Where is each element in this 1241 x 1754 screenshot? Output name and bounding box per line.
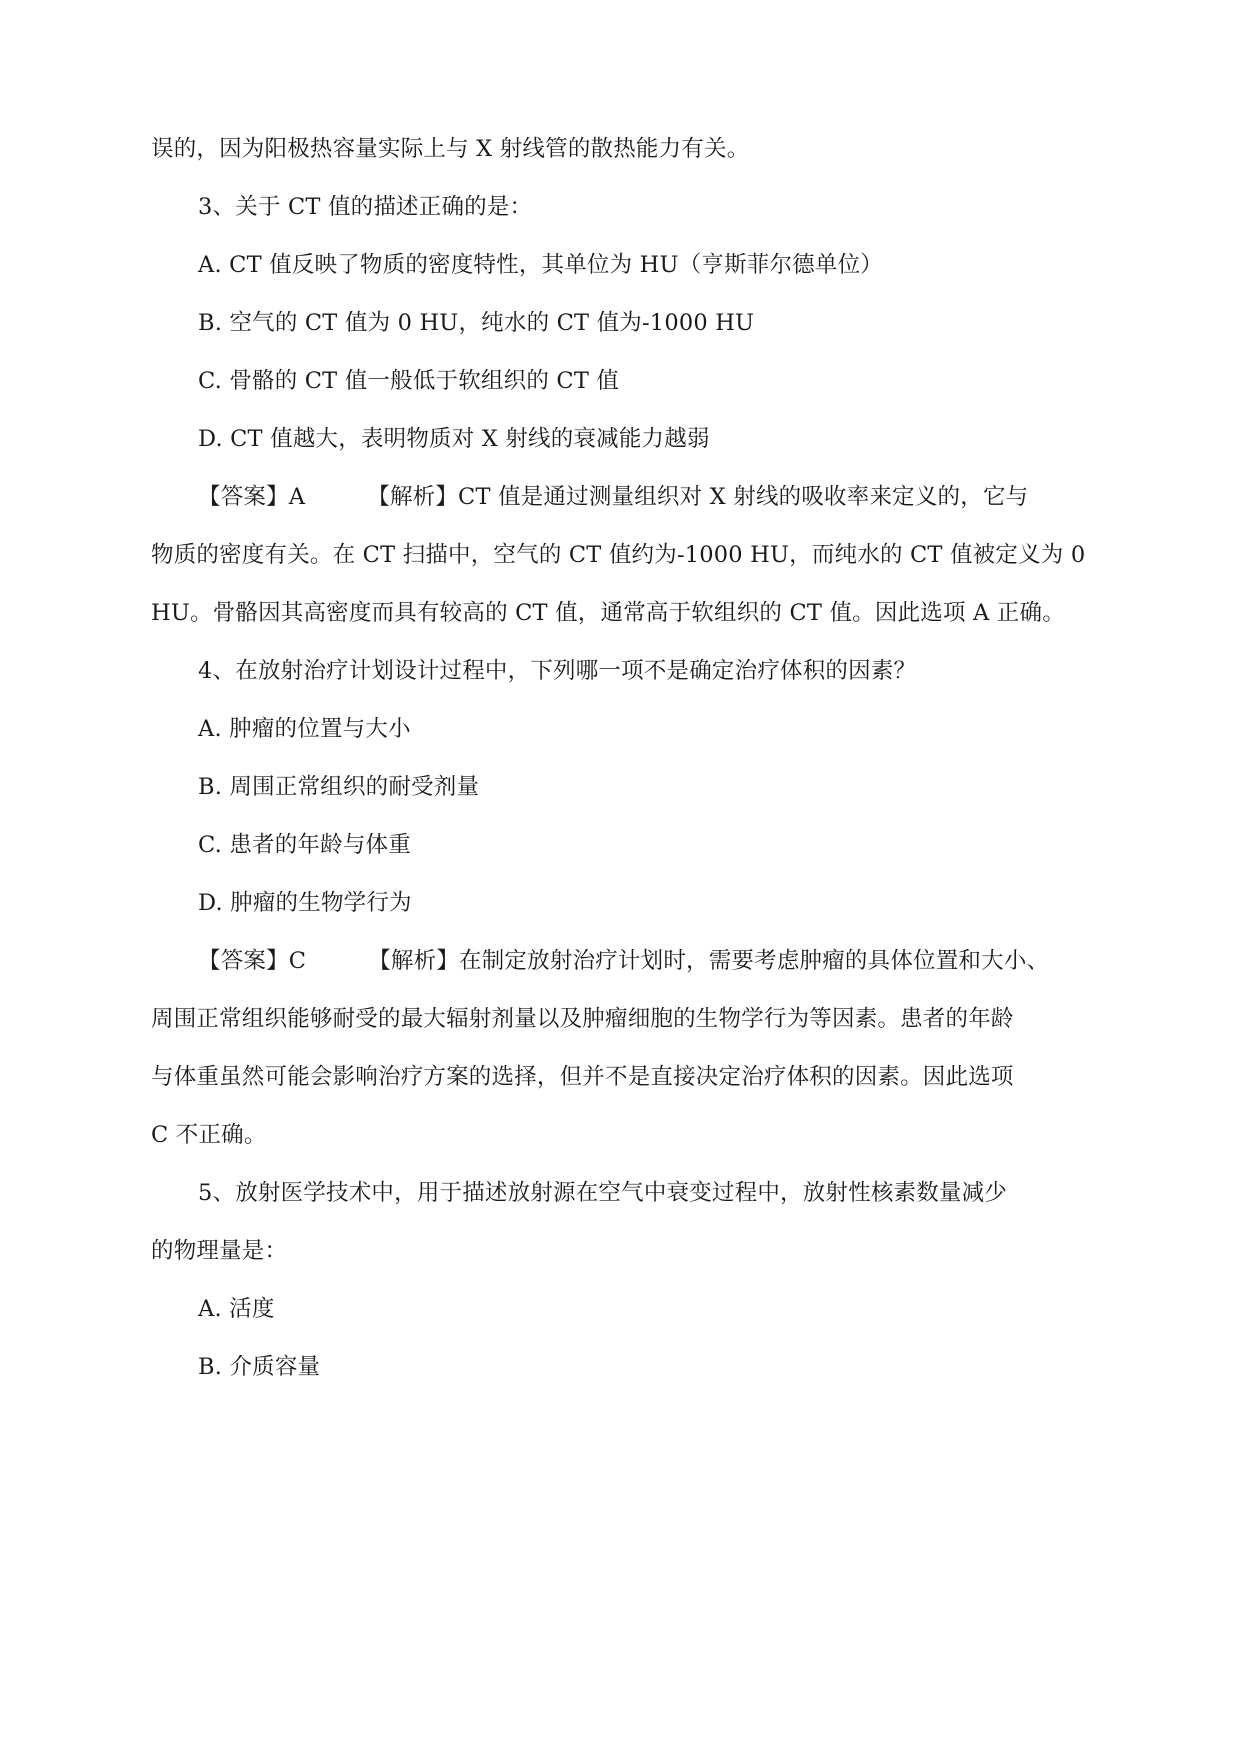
answer-label: 【答案】C: [198, 948, 307, 974]
question-5-option-a: A. 活度: [198, 1296, 275, 1322]
paragraph-line: 物质的密度有关。在 CT 扫描中，空气的 CT 值约为-1000 HU，而纯水的 CT 值被定义为 0: [151, 542, 1086, 568]
paragraph-line: 与体重虽然可能会影响治疗方案的选择，但并不是直接决定治疗体积的因素。因此选项: [151, 1064, 1014, 1090]
question-4-answer-row: [198, 946, 1138, 976]
paragraph-line: C 不正确。: [151, 1122, 267, 1148]
paragraph-line: HU。骨骼因其高密度而具有较高的 CT 值，通常高于软组织的 CT 值。因此选项 A 正确。: [151, 600, 1065, 626]
explanation-text: 【解析】在制定放射治疗计划时，需要考虑肿瘤的具体位置和大小、: [368, 948, 1050, 974]
question-3-answer-row: [198, 482, 1138, 512]
question-5-stem-continued: 的物理量是：: [151, 1238, 288, 1264]
question-3-option-d: D. CT 值越大，表明物质对 X 射线的衰减能力越弱: [198, 426, 710, 452]
question-3-option-c: C. 骨骼的 CT 值一般低于软组织的 CT 值: [198, 368, 620, 394]
explanation-text: 【解析】CT 值是通过测量组织对 X 射线的吸收率来定义的，它与: [367, 484, 1029, 510]
question-3-option-a: A. CT 值反映了物质的密度特性，其单位为 HU（亨斯菲尔德单位）: [198, 252, 883, 278]
question-4-stem: 4、在放射治疗计划设计过程中，下列哪一项不是确定治疗体积的因素？: [198, 658, 917, 684]
question-4-option-b: B. 周围正常组织的耐受剂量: [198, 774, 480, 800]
question-5-stem: 5、放射医学技术中，用于描述放射源在空气中衰变过程中，放射性核素数量减少: [198, 1180, 1008, 1206]
question-4-option-a: A. 肿瘤的位置与大小: [198, 716, 411, 742]
question-4-option-d: D. 肿瘤的生物学行为: [198, 890, 412, 916]
answer-label: 【答案】A: [198, 484, 306, 510]
question-5-option-b: B. 介质容量: [198, 1354, 321, 1380]
paragraph-line: 周围正常组织能够耐受的最大辐射剂量以及肿瘤细胞的生物学行为等因素。患者的年龄: [151, 1006, 1014, 1032]
question-3-option-b: B. 空气的 CT 值为 0 HU，纯水的 CT 值为-1000 HU: [198, 310, 755, 336]
question-4-option-c: C. 患者的年龄与体重: [198, 832, 411, 858]
paragraph-line: 误的，因为阳极热容量实际上与 X 射线管的散热能力有关。: [151, 136, 750, 162]
question-3-stem: 3、关于 CT 值的描述正确的是：: [198, 194, 533, 220]
